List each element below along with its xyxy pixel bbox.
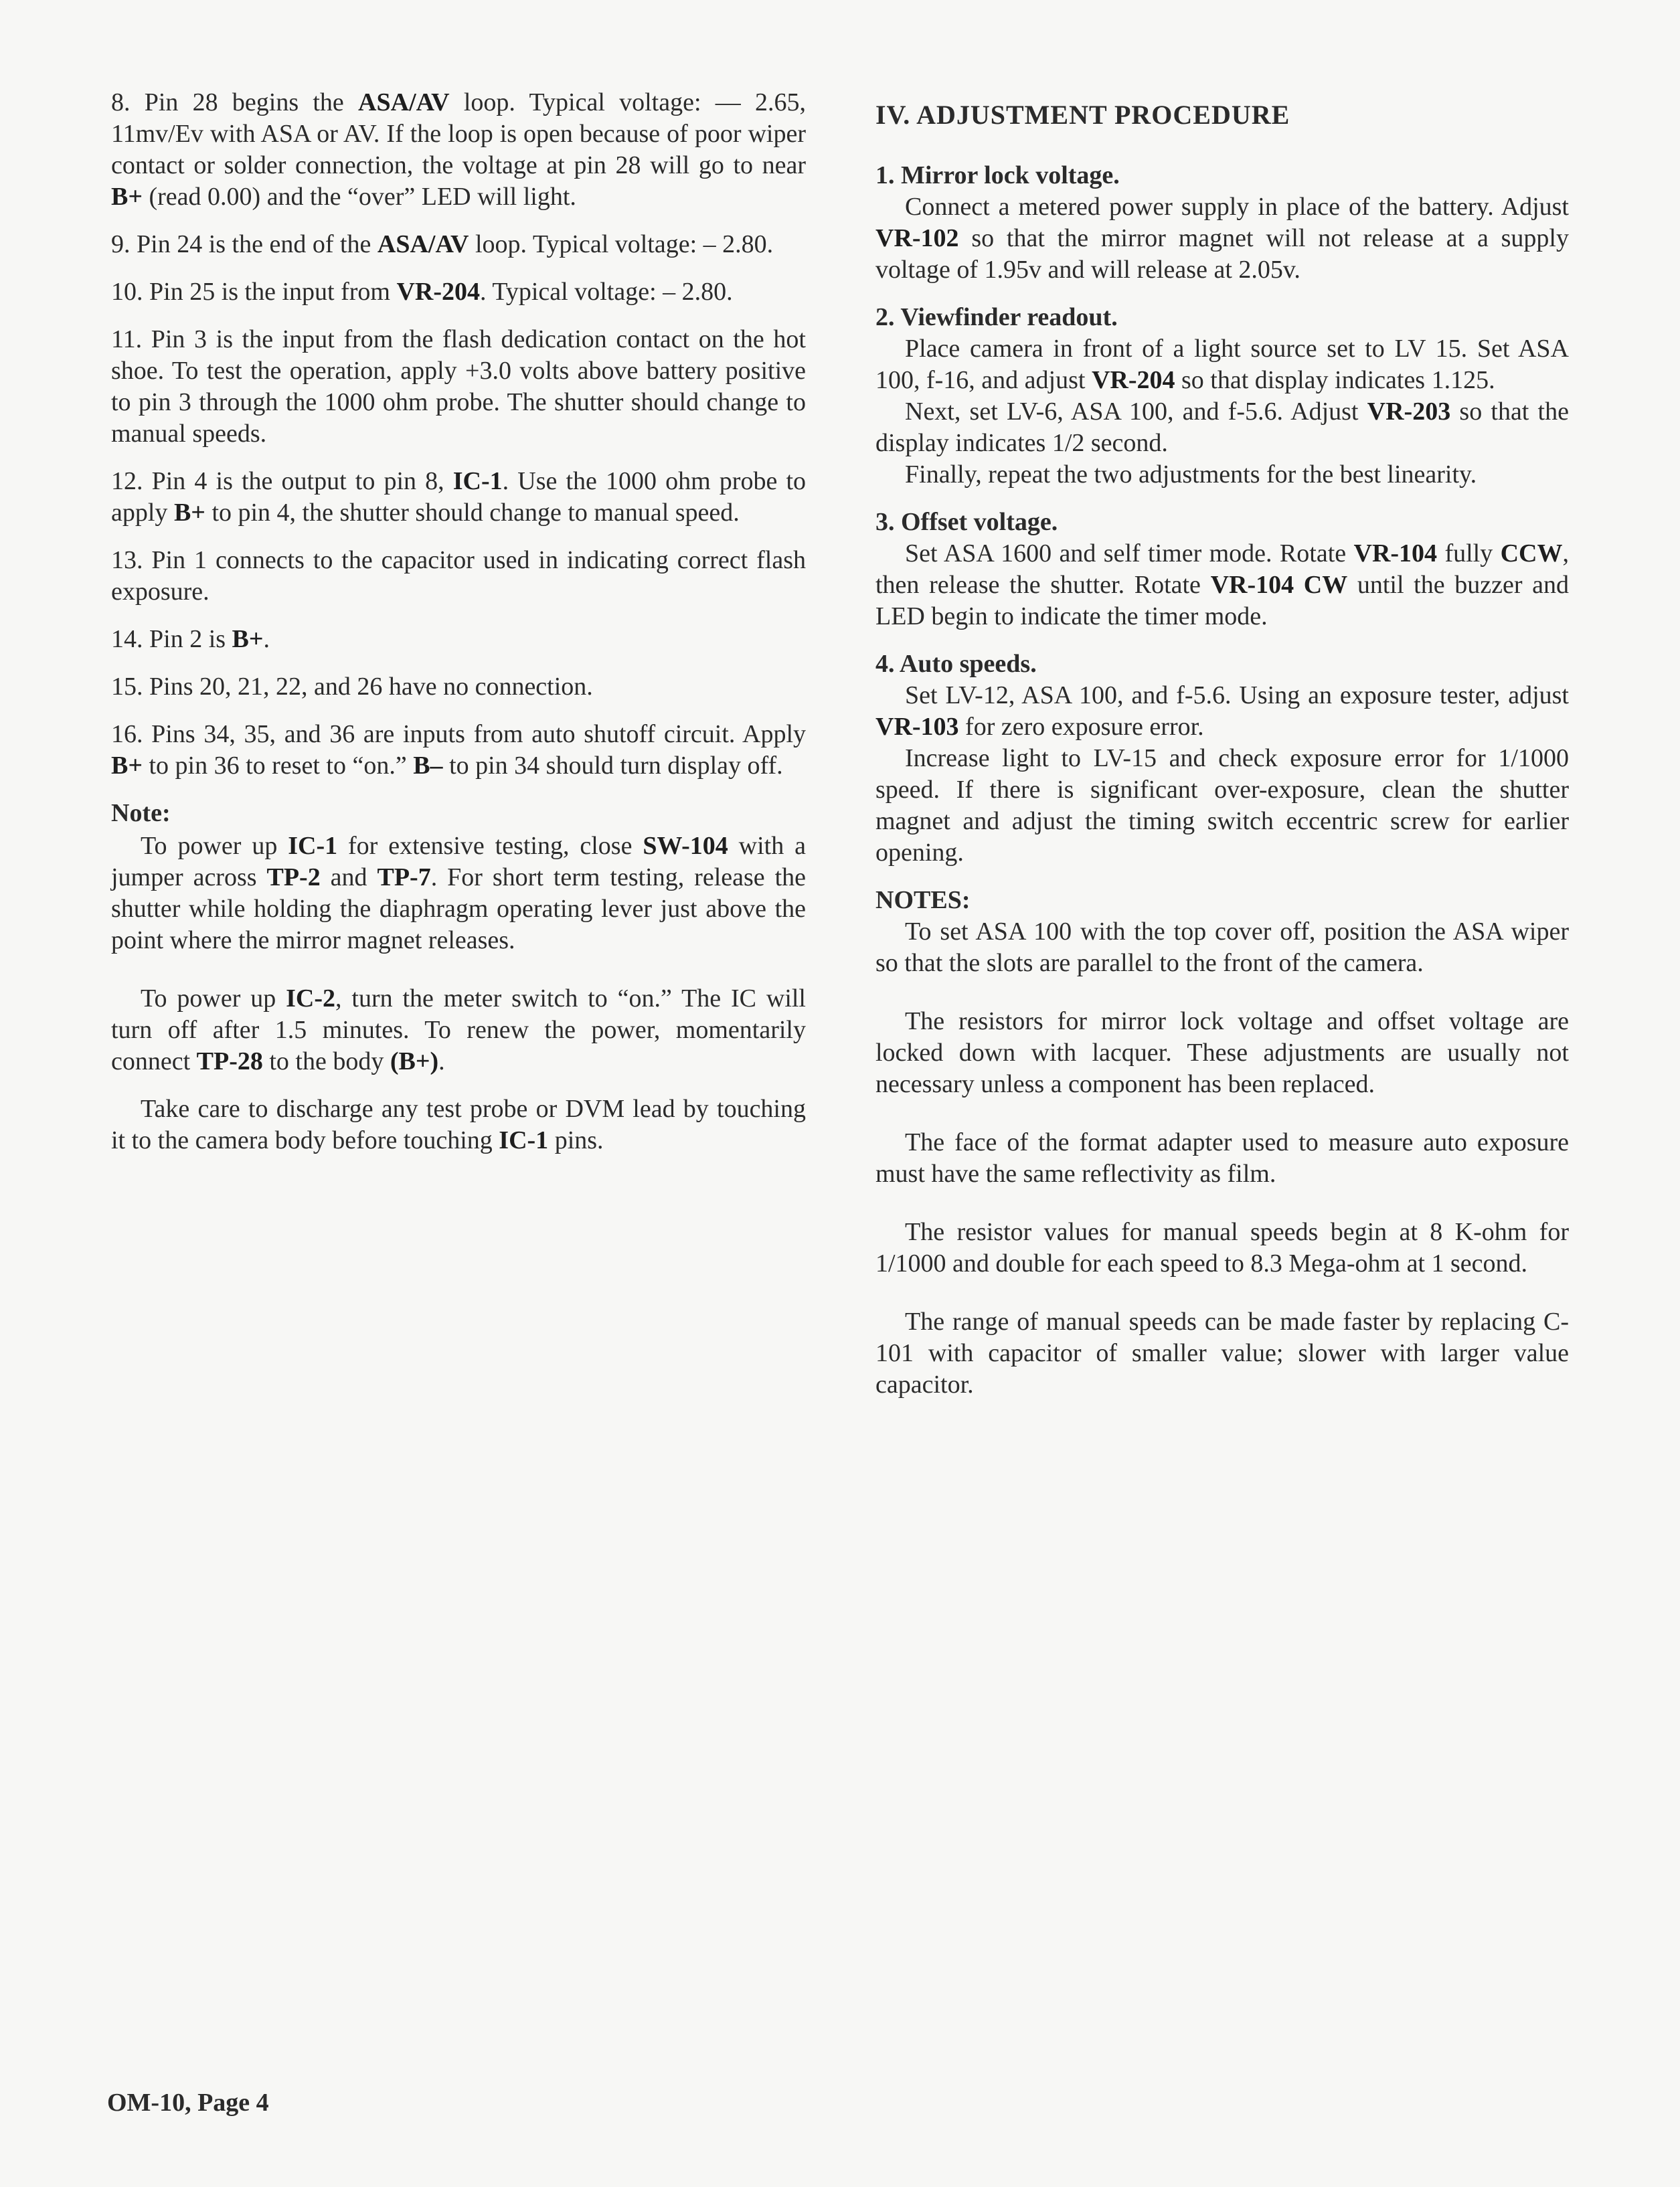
pin-paragraph: 12. Pin 4 is the output to pin 8, IC-1. Use the 1000 ohm probe to apply B+ to pin 4, the shutter should change to manual speed. xyxy=(111,467,806,527)
note-paragraph: To power up IC-2, turn the meter switch to “on.” The IC will turn off after 1.5 minutes. To renew the power, momentarily connect TP-28 to the body (B+). xyxy=(111,984,806,1075)
notes-paragraph: The resistors for mirror lock voltage and offset voltage are locked down with lacquer. These adjustments are usually not necessary unless a component has been replaced. xyxy=(875,1007,1569,1098)
pin-paragraph: 8. Pin 28 begins the ASA/AV loop. Typical voltage: — 2.65, 11mv/Ev with ASA or AV. If the loop is open because of poor wiper contact or solder connection, the voltage at pin 28 will go to near B+ (read 0.00) and the “over” LED will light. xyxy=(111,88,807,211)
bold-term: B+ xyxy=(111,752,143,780)
bold-term: ASA/AV xyxy=(358,88,450,116)
adjustment-step xyxy=(875,648,1569,869)
note-heading: Note: xyxy=(111,799,171,827)
step-heading: 4. Auto speeds. xyxy=(875,650,1037,678)
bold-term: CCW xyxy=(1500,539,1563,567)
bold-term: B– xyxy=(413,752,443,780)
bold-term: VR-104 CW xyxy=(1210,571,1348,599)
notes-paragraph: The resistor values for manual speeds begin at 8 K-ohm for 1/1000 and double for each speed to 8.3 Mega-ohm at 1 second. xyxy=(875,1218,1569,1278)
bold-term: TP-28 xyxy=(196,1047,263,1075)
bold-term: VR-103 xyxy=(875,713,959,741)
page-footer: OM-10, Page 4 xyxy=(107,2089,269,2117)
step-heading: 2. Viewfinder readout. xyxy=(875,303,1118,331)
notes-heading: NOTES: xyxy=(875,886,971,914)
bold-term: TP-7 xyxy=(377,863,431,891)
right-column xyxy=(875,87,1569,1427)
step-paragraph: Set ASA 1600 and self timer mode. Rotate VR-104 fully CCW, then release the shutter. Rotate VR-104 CW until the buzzer and LED begin to indicate the timer mode. xyxy=(875,539,1570,630)
step-heading: 1. Mirror lock voltage. xyxy=(875,161,1120,189)
pin-paragraph: 13. Pin 1 connects to the capacitor used in indicating correct flash exposure. xyxy=(111,546,806,606)
bold-term: VR-204 xyxy=(396,278,480,306)
bold-term: B+ xyxy=(111,183,143,211)
pin-paragraph: 14. Pin 2 is B+. xyxy=(111,625,270,653)
step-paragraph: Place camera in front of a light source set to LV 15. Set ASA 100, f-16, and adjust VR-204 so that display indicates 1.125. xyxy=(875,335,1569,394)
bold-term: ASA/AV xyxy=(377,230,469,258)
left-column xyxy=(111,87,806,1172)
pin-paragraph: 16. Pins 34, 35, and 36 are inputs from auto shutoff circuit. Apply B+ to pin 36 to reset to “on.” B– to pin 34 should turn display off. xyxy=(111,720,806,780)
bold-term: SW-104 xyxy=(643,832,728,860)
bold-term: VR-204 xyxy=(1091,366,1175,394)
notes-paragraph: The face of the format adapter used to measure auto exposure must have the same reflectivity as film. xyxy=(875,1128,1569,1188)
bold-term: IC-2 xyxy=(286,984,336,1013)
section-title: IV. ADJUSTMENT PROCEDURE xyxy=(875,100,1290,130)
note-paragraph: Take care to discharge any test probe or DVM lead by touching it to the camera body before touching IC-1 pins. xyxy=(111,1095,806,1154)
notes-paragraph: The range of manual speeds can be made faster by replacing C-101 with capacitor of smaller value; slower with larger value capacitor. xyxy=(875,1308,1569,1399)
step-paragraph: Set LV-12, ASA 100, and f-5.6. Using an exposure tester, adjust VR-103 for zero exposure error. xyxy=(875,681,1569,741)
adjustment-step xyxy=(875,507,1569,632)
bold-term: VR-203 xyxy=(1367,398,1451,426)
pin-list xyxy=(111,87,806,782)
notes-paragraph: To set ASA 100 with the top cover off, position the ASA wiper so that the slots are parallel to the front of the camera. xyxy=(875,917,1569,977)
step-paragraph: Finally, repeat the two adjustments for the best linearity. xyxy=(905,460,1477,489)
bold-term: B+ xyxy=(173,499,205,527)
bold-term: VR-102 xyxy=(875,224,959,252)
bold-term: VR-104 xyxy=(1353,539,1438,567)
adjustment-step xyxy=(875,302,1569,491)
bold-term: IC-1 xyxy=(452,467,503,495)
step-paragraph: Next, set LV-6, ASA 100, and f-5.6. Adjust VR-203 so that the display indicates 1/2 second. xyxy=(875,398,1569,457)
step-paragraph: Connect a metered power supply in place of the battery. Adjust VR-102 so that the mirror magnet will not release at a supply voltage of 1.95v and will release at 2.05v. xyxy=(875,193,1569,284)
bold-term: TP-2 xyxy=(266,863,321,891)
note-paragraph: To power up IC-1 for extensive testing, close SW-104 with a jumper across TP-2 and TP-7. For short term testing, release the shutter while holding the diaphragm operating lever just above the point where the mirror magnet releases. xyxy=(111,832,807,954)
bold-term: (B+) xyxy=(390,1047,439,1075)
bold-term: IC-1 xyxy=(499,1126,549,1154)
pin-paragraph: 9. Pin 24 is the end of the ASA/AV loop. Typical voltage: – 2.80. xyxy=(111,230,774,258)
pin-paragraph: 10. Pin 25 is the input from VR-204. Typical voltage: – 2.80. xyxy=(111,278,733,306)
adjustment-step xyxy=(875,160,1569,286)
pin-paragraph: 15. Pins 20, 21, 22, and 26 have no connection. xyxy=(111,673,593,701)
bold-term: B+ xyxy=(232,625,264,653)
bold-term: IC-1 xyxy=(288,832,338,860)
step-heading: 3. Offset voltage. xyxy=(875,508,1058,536)
pin-paragraph: 11. Pin 3 is the input from the flash dedication contact on the hot shoe. To test the operation, apply +3.0 volts above battery positive to pin 3 through the 1000 ohm probe. The shutter should change to manual speeds. xyxy=(111,325,806,448)
step-paragraph: Increase light to LV-15 and check exposure error for 1/1000 speed. If there is significant over-exposure, clean the shutter magnet and adjust the timing switch eccentric screw for earlier opening. xyxy=(875,744,1569,867)
